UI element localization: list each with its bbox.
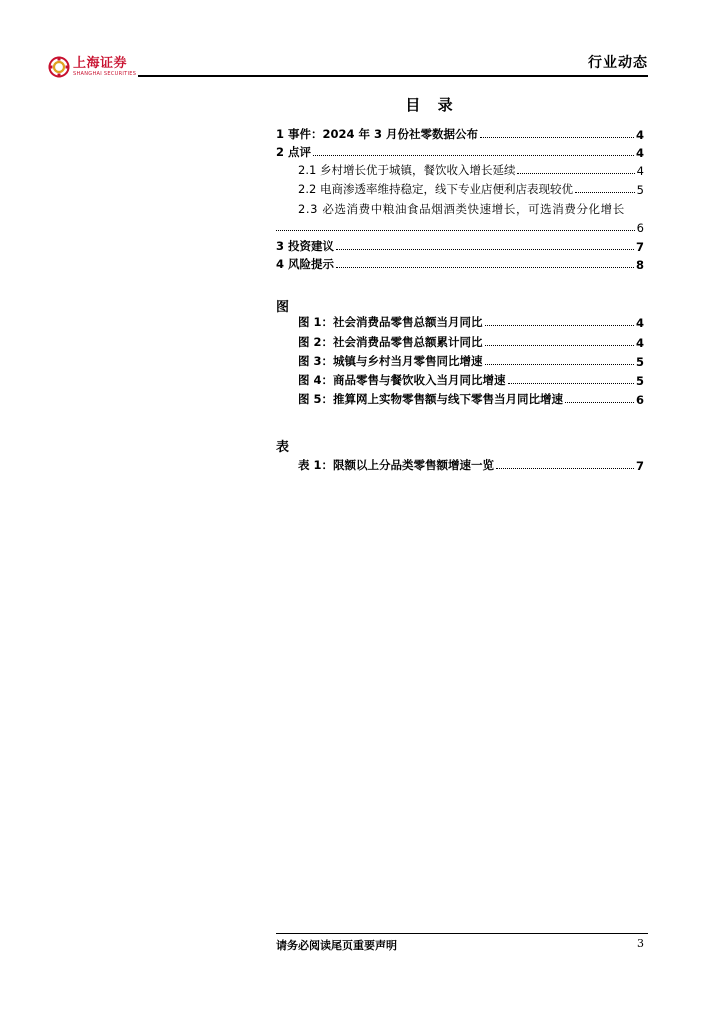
toc-entry-label: 2.2 电商渗透率维持稳定，线下专业店便利店表现较优 (298, 182, 573, 196)
leader-dots (313, 155, 634, 156)
leader-dots (485, 364, 634, 365)
figure-entry-page: 5 (635, 355, 644, 369)
toc-entry-page: 8 (635, 258, 644, 272)
figure-entry-page: 4 (635, 336, 644, 350)
figure-entry-label: 图 3：城镇与乡村当月零售同比增速 (298, 354, 483, 368)
toc-entry-page: 7 (635, 240, 644, 254)
toc-entry-label: 2.1 乡村增长优于城镇，餐饮收入增长延续 (298, 163, 516, 177)
toc-entry-1[interactable] (276, 126, 644, 142)
leader-dots (496, 468, 634, 469)
toc-entry-label: 1 事件：2024 年 3 月份社零数据公布 (276, 127, 479, 141)
leader-dots (575, 192, 635, 193)
toc-entry-3[interactable] (276, 238, 644, 254)
figure-entry-2[interactable] (298, 334, 644, 350)
header-divider (138, 75, 648, 77)
table-entry-label: 表 1：限额以上分品类零售额增速一览 (298, 458, 495, 472)
table-entry-1[interactable] (298, 457, 644, 473)
figure-entry-page: 4 (635, 316, 644, 330)
toc-entry-label: 3 投资建议 (276, 239, 335, 253)
figure-entry-label: 图 2：社会消费品零售总额累计同比 (298, 335, 483, 349)
report-type-title: 行业动态 (588, 55, 648, 71)
figure-entry-1[interactable] (298, 314, 644, 330)
figure-entry-label: 图 4：商品零售与餐饮收入当月同比增速 (298, 373, 506, 387)
figure-entry-label: 图 5：推算网上实物零售额与线下零售当月同比增速 (298, 392, 564, 406)
leader-dots (485, 345, 634, 346)
leader-dots (517, 173, 634, 174)
figure-entry-page: 5 (635, 374, 644, 388)
page-number: 3 (637, 937, 644, 950)
table-entry-page: 7 (635, 459, 644, 473)
leader-dots (508, 383, 634, 384)
figures-heading: 图 (276, 300, 290, 315)
toc-entry-page: 6 (636, 221, 644, 235)
page-header (48, 48, 648, 82)
leader-dots (336, 249, 634, 250)
leader-dots (336, 267, 634, 268)
toc-entry-page: 4 (636, 164, 644, 178)
toc-entry-2-3[interactable] (298, 201, 644, 217)
figure-entry-5[interactable] (298, 391, 644, 407)
footer-divider (276, 933, 648, 934)
toc-entry-page: 4 (635, 146, 644, 160)
logo-english-name: SHANGHAI SECURITIES (73, 71, 137, 77)
toc-entry-page: 5 (636, 183, 644, 197)
toc-entry-2[interactable] (276, 144, 644, 160)
toc-entry-2-1[interactable] (298, 162, 644, 178)
toc-entry-label: 4 风险提示 (276, 257, 335, 271)
leader-dots (485, 325, 634, 326)
toc-entry-4[interactable] (276, 256, 644, 272)
leader-dots (276, 230, 635, 231)
logo-chinese-name: 上海证券 (73, 56, 128, 71)
footer-disclaimer: 请务必阅读尾页重要声明 (276, 939, 397, 952)
toc-entry-label: 2.3 必选消费中粮油食品烟酒类快速增长，可选消费分化增长 (298, 202, 625, 216)
leader-dots (565, 402, 634, 403)
toc-entry-2-3-continuation[interactable] (276, 219, 644, 235)
figure-entry-page: 6 (635, 393, 644, 407)
figure-entry-3[interactable] (298, 353, 644, 369)
toc-entry-page: 4 (635, 128, 644, 142)
company-logo (48, 56, 136, 78)
toc-entry-2-2[interactable] (298, 181, 644, 197)
leader-dots (480, 137, 634, 138)
figure-entry-4[interactable] (298, 372, 644, 388)
toc-title: 目 录 (405, 96, 459, 114)
toc-entry-label: 2 点评 (276, 145, 312, 159)
logo-emblem-icon (48, 56, 70, 78)
figure-entry-label: 图 1：社会消费品零售总额当月同比 (298, 315, 483, 329)
tables-heading: 表 (276, 440, 290, 455)
